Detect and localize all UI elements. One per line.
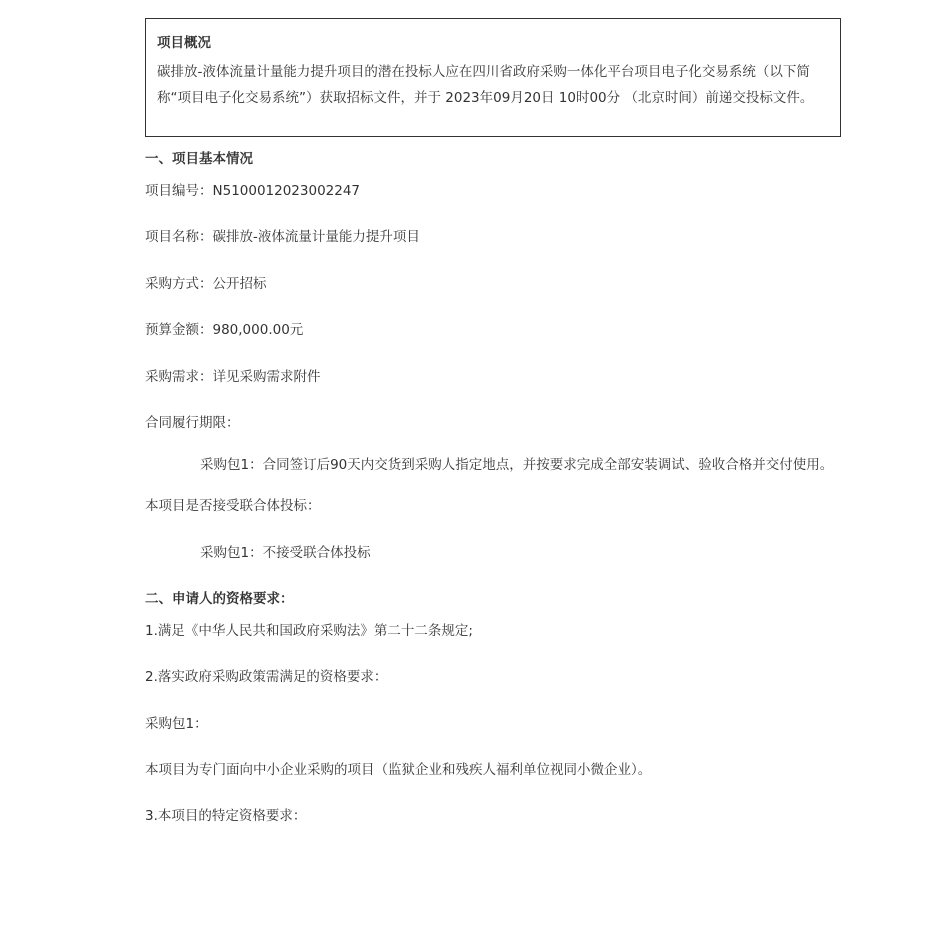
requirement-2: 2.落实政府采购政策需满足的资格要求： bbox=[145, 669, 388, 685]
requirement-3: 3.本项目的特定资格要求： bbox=[145, 808, 307, 824]
overview-text: 碳排放-液体流量计量能力提升项目的潜在投标人应在四川省政府采购一体化平台项目电子化交易系统（以下简称“项目电子化交易系统”）获取招标文件，并于 2023年09月20日 10时00分 （北京时间）前递交投标文件。 bbox=[157, 64, 814, 106]
budget-amount: 预算金额：980,000.00元 bbox=[145, 322, 304, 338]
project-number: 项目编号：N5100012023002247 bbox=[145, 183, 361, 199]
section2-title: 二、申请人的资格要求： bbox=[145, 591, 294, 607]
project-name: 项目名称：碳排放-液体流量计量能力提升项目 bbox=[145, 229, 420, 245]
package-1-label: 采购包1： bbox=[145, 716, 208, 732]
consortium-package: 采购包1：不接受联合体投标 bbox=[200, 545, 371, 561]
sme-policy: 本项目为专门面向中小企业采购的项目（监狱企业和残疾人福利单位视同小微企业）。 bbox=[145, 762, 652, 778]
announcement-content bbox=[145, 18, 841, 826]
overview-title: 项目概况 bbox=[157, 35, 211, 51]
consortium-label: 本项目是否接受联合体投标： bbox=[145, 498, 321, 514]
overview-box bbox=[145, 18, 841, 137]
contract-period-package: 采购包1：合同签订后90天内交货到采购人指定地点，并按要求完成全部安装调试、验收合格并交付使用。 bbox=[200, 457, 834, 473]
requirement-1: 1.满足《中华人民共和国政府采购法》第二十二条规定; bbox=[145, 623, 473, 639]
section1-title: 一、项目基本情况 bbox=[145, 151, 253, 167]
purchase-method: 采购方式：公开招标 bbox=[145, 276, 267, 292]
contract-period-label: 合同履行期限： bbox=[145, 415, 240, 431]
purchase-demand: 采购需求：详见采购需求附件 bbox=[145, 369, 321, 385]
